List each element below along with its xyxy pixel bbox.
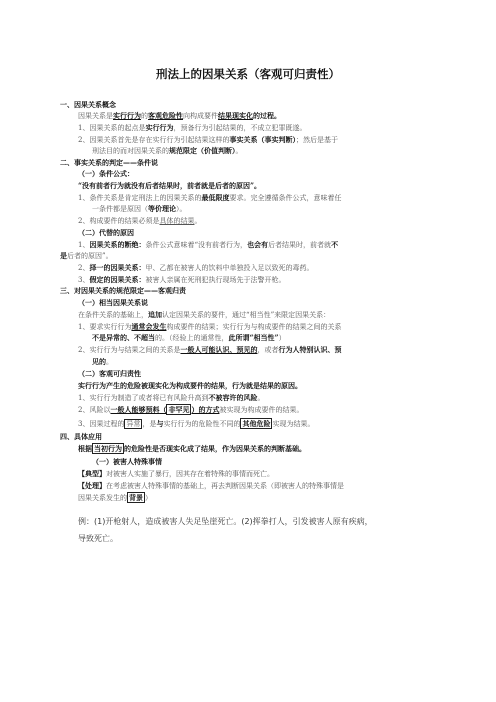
text: 刑法目的而对因果关系的 [92, 147, 169, 155]
s2-subheading-2: （二）代替的原因 [78, 229, 134, 237]
text-emphasis: 择一的因果关系： [89, 263, 146, 272]
text: 因果关系是 [78, 112, 113, 120]
s2-subheading-1: （一）条件公式： [78, 170, 134, 178]
text: 一条件都是原因（ [92, 205, 148, 213]
text: 要求。完全遵循条件公式，意味着任 [229, 194, 342, 202]
text-emphasis: 实行行为 [145, 123, 174, 132]
boxed-text: 非罕见 [168, 405, 190, 414]
text: 因果关系发生的 [78, 494, 127, 502]
text: 条件公式意味着“没有前者行为， [145, 241, 248, 249]
text: 2、风险以 [78, 406, 111, 414]
text-emphasis: 结果现实化 [218, 111, 253, 120]
text: 被害人亲属在死刑犯执行现场先于法警开枪。 [145, 276, 286, 284]
text-emphasis: 客观危险性 [148, 111, 183, 120]
s3-paragraph-2: 实行行为产生的危险被现实化为构成要件的结果，行为就是结果的原因。 [78, 381, 302, 390]
text: 实行行为的危险性不同的 [163, 420, 241, 428]
boxed-text: 异常 [126, 420, 141, 428]
text-emphasis: 一般人可能认识、预见的 [180, 345, 258, 354]
text: ）。 [176, 205, 187, 213]
text-emphasis: 也会有 [247, 240, 269, 249]
s3-item-2-line-2 [92, 357, 113, 367]
s1-definition [78, 111, 281, 121]
text: 的危险性是否现实化成了结果，作为因果关系的判断基础。 [124, 444, 306, 453]
text: 2、 [78, 264, 90, 272]
text: ；然后是基于 [295, 136, 338, 144]
s4-subheading-1: （一）被害人特殊事情 [92, 458, 162, 466]
text: 1、 [78, 241, 90, 249]
text-emphasis: 追加 [148, 310, 162, 319]
s4-paragraph-1 [78, 444, 306, 454]
text-emphasis: 不是异常的、不超当 [92, 333, 155, 342]
text: ） [278, 334, 286, 342]
section-4-heading: 四、具体应用 [60, 433, 102, 441]
s1-item-2-line-1 [78, 135, 338, 145]
text: 3、因果过程的 [78, 420, 125, 428]
s4-handling-line-2 [78, 493, 152, 503]
text: 的 [141, 112, 148, 120]
text: 2、因果关系首先是存在实行行为引起结果这样的 [78, 136, 230, 144]
s1-item-2-line-2 [92, 146, 243, 156]
s3-j2 [78, 405, 303, 415]
text-emphasis: 规范限定（价值判断） [169, 146, 236, 155]
s2-item-2 [78, 216, 201, 226]
s4-handling-line-1 [78, 481, 344, 491]
text-emphasis: ）的方式 [191, 405, 220, 414]
text-emphasis: 一般人能够预料（ [110, 405, 167, 414]
text: 1、因果关系的起点是 [78, 124, 146, 132]
text: 。 [257, 394, 265, 402]
text-emphasis: 事实关系（事实判断） [229, 135, 296, 144]
text-emphasis: 与 [156, 419, 164, 428]
text: ，预备行为引起结果的，不成立犯罪既遂。 [173, 124, 307, 132]
page-title: 刑法上的因果关系（客观可归责性） [156, 67, 340, 81]
text: 1、实行行为制造了或者将已有风险升高到 [78, 394, 209, 402]
label-tag: 【处理】 [78, 481, 106, 490]
s3-subheading-2: （二）客观可归责性 [78, 370, 141, 378]
text: ，是 [142, 420, 157, 428]
section-3-heading: 三、对因果关系的规范限定——客观归责 [60, 287, 186, 295]
boxed-text: 背景 [129, 493, 143, 502]
text: 构成要件的结果；实行行为与构成要件的结果之间的关系 [166, 323, 342, 331]
text: 在考虑被害人特殊事情的基础上，再去判断因果关系（即被害人的特殊事情是 [106, 482, 344, 490]
text-underlined: 具体的结果 [159, 217, 195, 225]
text-emphasis: 此所谓“相当性” [228, 333, 279, 342]
text: 1、条件关系是肯定刑法上的因果关系的 [78, 194, 202, 202]
text-emphasis: 不 [331, 240, 339, 249]
text: 后者的原因”。 [67, 252, 113, 260]
text-emphasis: 通常会发生 [131, 322, 167, 331]
text: ，或者 [257, 346, 279, 354]
text: 2、实行行为与结果之间的关系是 [78, 346, 181, 354]
text: 根据 [78, 444, 92, 453]
text: 3、 [78, 276, 90, 284]
s2-d3 [78, 275, 285, 285]
s4-typical [78, 469, 274, 479]
text: 向构成要件 [183, 112, 218, 120]
text: 对被害人实施了暴行，因其存在着特殊的事情而死亡。 [106, 470, 274, 478]
s3-paragraph-1 [78, 310, 330, 320]
text-emphasis: 是 [60, 251, 67, 260]
example-line-2: 导致死亡。 [78, 534, 118, 543]
s3-item-2-line-1 [78, 345, 341, 355]
text: 。 [194, 217, 202, 225]
section-2-heading: 二、事实关系的判定——条件说 [60, 159, 158, 167]
s3-item-1-line-1 [78, 322, 341, 332]
s2-d2 [78, 263, 313, 273]
text: 。 [235, 147, 243, 155]
boxed-text: 当初行为 [94, 444, 122, 453]
example-line-1: 例：(1)开枪射人，造成被害人失足坠崖死亡。(2)挥拳打人，引发被害人原有疾病， [78, 517, 373, 526]
s3-subheading-1: （一）相当因果关系说 [78, 299, 148, 307]
text: 实现为结果。 [272, 420, 315, 428]
text-emphasis: 等价理论 [148, 204, 176, 213]
s1-item-1 [78, 123, 306, 133]
text: 。 [106, 358, 113, 366]
text-emphasis: 因果关系的断绝： [89, 240, 146, 249]
s2-item-1-line-2 [92, 204, 187, 214]
section-1-heading: 一、因果关系概念 [60, 101, 116, 109]
text: 认定因果关系的要件，通过“相当性”来限定因果关系： [162, 311, 331, 319]
text: 2、构成要件的结果必须是 [78, 217, 160, 225]
label-tag: 【典型】 [78, 469, 106, 478]
s2-d1-line-1 [78, 240, 338, 250]
s2-formula: “没有前者行为就没有后者结果时，前者就是后者的原因”。 [78, 181, 262, 190]
text: 在条件关系的基础上， [78, 311, 148, 319]
text: 的过程。 [253, 111, 281, 120]
text: 后者结果时，前者就 [268, 241, 332, 249]
s2-d1-line-2 [60, 251, 113, 261]
text: 被实现为构成要件的结果。 [219, 406, 304, 414]
text: ） [145, 494, 152, 502]
text-emphasis: 见的 [92, 357, 106, 366]
text-emphasis: 不被容许的风险 [208, 393, 258, 402]
text-emphasis: 假定的因果关系： [89, 275, 146, 284]
text-emphasis: 实行行为 [113, 111, 141, 120]
s3-j3 [78, 419, 314, 429]
s3-item-1-line-2 [92, 333, 286, 343]
s3-j1 [78, 393, 264, 403]
text-emphasis: 行为人特别认识、预 [278, 345, 342, 354]
text: 1、要求实行行为 [78, 323, 132, 331]
text: 甲、乙都在被害人的饮料中单独投入足以致死的毒药。 [145, 264, 314, 272]
text-emphasis: 最低限度 [201, 193, 230, 202]
s2-item-1-line-1 [78, 193, 341, 203]
text: 的。（经验上的通常性， [155, 334, 229, 342]
boxed-text: 其他危险 [242, 419, 271, 428]
